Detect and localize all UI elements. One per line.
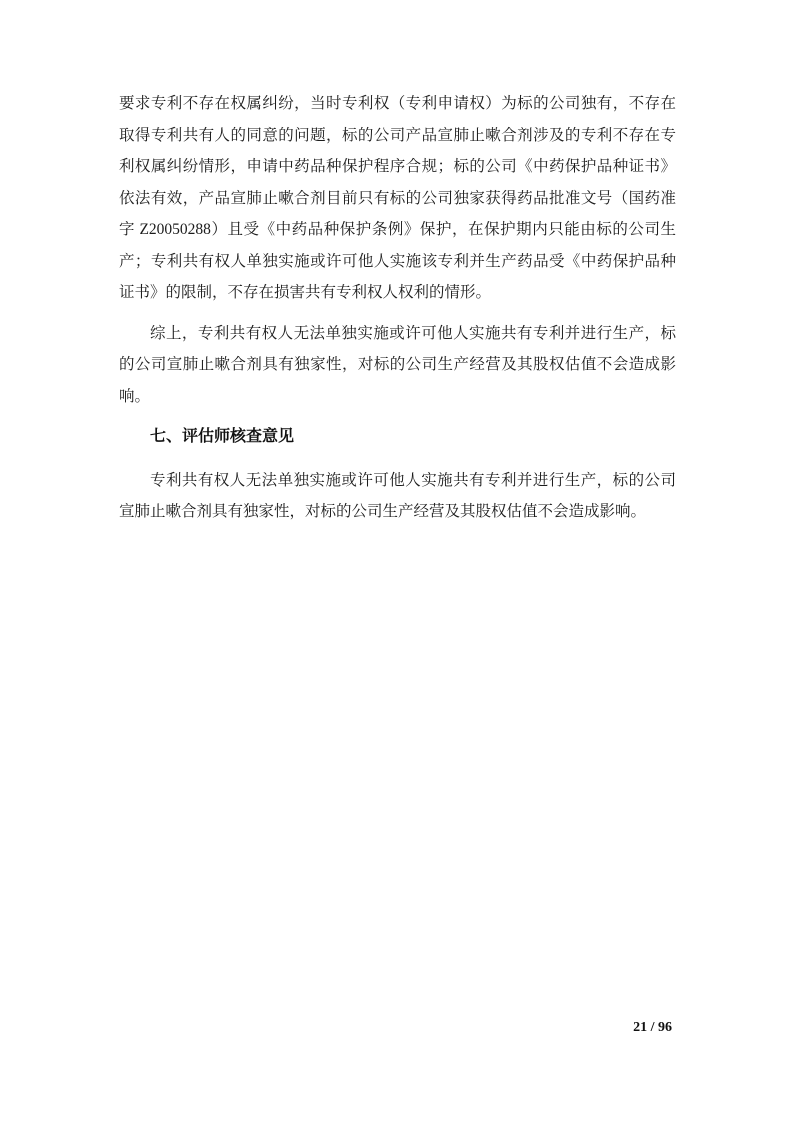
text-line: 响。	[119, 387, 151, 405]
paragraph-summary	[119, 318, 676, 413]
text-line: 依法有效，产品宣肺止嗽合剂目前只有标的公司独家获得药品批准文号（国药准	[119, 189, 676, 207]
text-line: 证书》的限制，不存在损害共有专利权人权利的情形。	[119, 284, 492, 301]
paragraph-assessor-opinion	[119, 465, 676, 528]
text-line: 的公司宣肺止嗽合剂具有独家性，对标的公司生产经营及其股权估值不会造成影	[119, 356, 676, 373]
page-number: 21 / 96	[633, 1020, 672, 1035]
text-line: 产；专利共有权人单独实施或许可他人实施该专利并生产药品受《中药保护品种	[119, 252, 676, 270]
text-line: 综上，专利共有权人无法单独实施或许可他人实施共有专利并进行生产，标	[150, 324, 676, 342]
text-line: 要求专利不存在权属纠纷，当时专利权（专利申请权）为标的公司独有，不存在	[119, 95, 676, 112]
section-heading: 七、评估师核查意见	[150, 428, 295, 445]
text-line: 字 Z20050288）且受《中药品种保护条例》保护，在保护期内只能由标的公司生	[119, 221, 676, 238]
page-content	[119, 88, 676, 528]
text-line: 宣肺止嗽合剂具有独家性，对标的公司生产经营及其股权估值不会造成影响。	[119, 503, 647, 520]
text-line: 专利共有权人无法单独实施或许可他人实施共有专利并进行生产，标的公司	[150, 471, 676, 489]
text-line: 利权属纠纷情形，申请中药品种保护程序合规；标的公司《中药保护品种证书》	[119, 158, 676, 175]
text-line: 取得专利共有人的同意的问题，标的公司产品宣肺止嗽合剂涉及的专利不存在专	[119, 126, 676, 144]
paragraph-patent-analysis	[119, 88, 676, 309]
